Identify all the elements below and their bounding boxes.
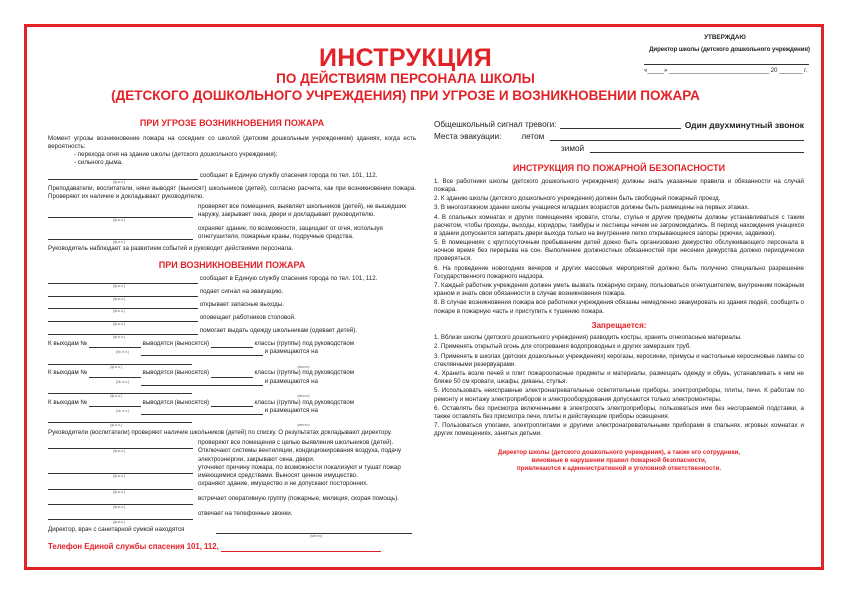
safety-heading: ИНСТРУКЦИЯ ПО ПОЖАРНОЙ БЕЗОПАСНОСТИ bbox=[512, 162, 726, 173]
fire-row-6: (ф.и.о.) проверяют все помещения с целью выявления школьников (детей). Отключают системы вентиляции, кондиционирования воздуха, подачу электроэнергии, закрывают окна, двери. bbox=[48, 439, 416, 464]
list-item: 6. Оставлять без присмотра включенными в электросеть электроприборы, пользоваться ими без несгораемой подставки, а также оставлять без присмотра печи, плиты и действующие приборы освещения. bbox=[434, 404, 804, 420]
fire-para-4: Руководители (воспитатели) проверяют наличие школьников (детей) по списку. О результатах докладывают директору. bbox=[48, 428, 392, 436]
list-item: 7. Пользоваться утюгами, электроплитами и другими электронагревательными приборами в спальнях, игровых комнатах и других помещениях, занятых детьми. bbox=[434, 422, 804, 438]
liability-footer: Директор школы (детского дошкольного учреждения), а также его сотрудники, виновные в нарушении правил пожарной безопасности, привлекаются к административной и уголовной ответственности. bbox=[497, 448, 741, 473]
threat-bullet-2: - сильного дыма. bbox=[74, 159, 123, 167]
approval-date-line: «_____» ______________________________ 20 _______ г. bbox=[644, 67, 808, 74]
exit-row-place: (№ п.п.) и размещаются на bbox=[48, 378, 416, 394]
fio-caption: (ф.и.о.) bbox=[113, 179, 126, 184]
list-item: 2. Применять открытый огонь для отогревания водопроводных и других замерзших труб. bbox=[434, 343, 691, 351]
list-item: 2. К зданию школы (детского дошкольного учреждения) должен быть свободный пожарный проезд. bbox=[434, 195, 721, 203]
list-item: 5. Использовать неисправные электронагревательные осветительные приборы, электроприборы, плиты, печи. К работам по ремонту и монтажу электроприборов и электрооборудования допускаются только электромонтеры. bbox=[434, 387, 804, 403]
fio-line bbox=[48, 203, 193, 218]
list-item: 7. Каждый работник учреждения должен уметь вызвать пожарную охрану, пользоваться огнетушителем, внутренним пожарным краном и знать свои обязанности в случае возникновения пожара. bbox=[434, 282, 804, 298]
evacuation-winter-row bbox=[434, 144, 804, 155]
list-item: 8. В случае возникновения пожара все работники учреждения обязаны немедленно эвакуировать из здания людей, сообщить о пожаре в пожарную часть и приступить к тушению пожара. bbox=[434, 299, 804, 315]
fire-row-8: (ф.и.о.) охраняют здание, имущество и не допускают посторонних. bbox=[48, 480, 416, 495]
fire-row-5: помогает выдать одежду школьникам (одевает детей). bbox=[48, 327, 416, 335]
fio-caption: (ф.и.о.) bbox=[113, 217, 126, 222]
fio-line bbox=[48, 225, 193, 240]
safety-list bbox=[434, 178, 804, 316]
list-item: 5. В помещениях с круглосуточным пребыванием детей дожно быть организовано дежурство обслуживающего персонала в ночное время без перерыва на сон. Выполнение должностных обязанностей при несении дежурства должно периодически проверяться. bbox=[434, 239, 804, 263]
subtitle-line-1: ПО ДЕЙСТВИЯМ ПЕРСОНАЛА ШКОЛЫ bbox=[276, 71, 535, 86]
main-title: ИНСТРУКЦИЯ bbox=[318, 44, 493, 72]
forbidden-heading: Запрещается: bbox=[591, 320, 647, 330]
right-column bbox=[434, 120, 804, 474]
threat-para-3: Руководитель наблюдает за развитием событий и руководит действиями персонала. bbox=[48, 245, 294, 253]
fire-row-9: (ф.и.о.) встречает оперативную группу (пожарные, милиция, скорая помощь). bbox=[48, 495, 416, 510]
fire-heading: ПРИ ВОЗНИКНОВЕНИИ ПОЖАРА bbox=[158, 259, 306, 270]
threat-heading: ПРИ УГРОЗЕ ВОЗНИКНОВЕНИЯ ПОЖАРА bbox=[139, 118, 325, 128]
threat-bullet-1: - перехода огня на здание школы (детского дошкольного учреждения); bbox=[74, 151, 278, 159]
exit-row-place: (№ п.п.) и размещаются на bbox=[48, 407, 416, 423]
alarm-signal-label: Общешкольный сигнал тревоги: bbox=[434, 120, 557, 130]
fio-caption: (ф.и.о.) bbox=[113, 239, 126, 244]
evacuation-label: Места эвакуации: bbox=[434, 132, 502, 142]
threat-row-1-text: сообщает в Единую службу спасения города по тел. 101, 112. bbox=[199, 171, 378, 179]
approval-heading: УТВЕРЖДАЮ bbox=[704, 34, 746, 41]
approval-position: Директор школы (детского дошкольного учреждения) bbox=[649, 47, 810, 54]
threat-row-3 bbox=[48, 225, 416, 245]
list-item: 4. В спальных комнатах и других помещениях кровати, столы, стулья и другие предметы должны устанавливаться с таким расчетом, чтобы проходы, выходы, коридоры, тамбуры и лестницы ничем не загромождались. В период нахождения учащихся в здании допускается запирать двери выхода только на внутренние легко открывающиеся запоры (крючки, задвижки). bbox=[434, 213, 804, 237]
fire-row-7: (ф.и.о.) уточняют причину пожара, по возможности локализуют и тушат пожар имеющимися средствами. Выносят ценное имущество. bbox=[48, 464, 416, 480]
fire-row-10: (ф.и.о.) отвечает на телефонные звонки. bbox=[48, 510, 416, 525]
left-column: ПРИ УГРОЗЕ ВОЗНИКНОВЕНИЯ ПОЖАРА Момент угрозы возникновение пожара на соседних со школой (детским дошкольным учреждением) зданиях, когда есть вероятность: - перехода огня на здание школы (детского дошкольного учреждения); - сильного дыма. сообщает в Единую службу спасения города по тел. 101, 112. (ф.и.о.) Преподаватели, воспитатели, няни выводят (выносят) школьников (детей), согласно расчета, как при возникновении пожара. Проверяют их наличие и докладывают руководителю. (ф.и.о.) проверяет все помещения, выявляет школьников (детей), не вышедших наружу, закрывает окна, двери и докладывает руководителю. (ф.и.о.) охраняет здание, по возможности, защищает от огня, используя огнетушители, пожарные краны, подручные средства. Руководитель наблюдает за развитием событий и руководит действиями персонала. ПРИ ВОЗНИКНОВЕНИИ ПОЖАРА сообщает в Единую службу спасения города по тел. 101, 112. (ф.и.о.) подает сигнал на эвакуацию. (ф.и.о.) открывает запасные выходы. (ф.и.о.) оповещает работников столовой. (ф.и.о.) помогает выдать одежду школьникам (одевает детей). (ф.и.о.) К выходам № выводятся (выносятся) классы (группы) под руководством (№ п.п.) и размещаются на (ф.и.о.) (место) К выходам № выводятся (выносятся) классы (группы) под руководством (№ п.п.) и размещаются на (ф.и.о.) (место) К выходам № выводятся (выносятся) классы (группы) под руководством (№ п.п.) и размещаются на (ф.и.о.) (место) Руководители (воспитатели) проверяют наличие школьников (детей) по списку. О результатах докладывают директору. (ф.и.о.) проверяют все помещения с целью выявления школьников (детей). Отключают системы вентиляции, кондиционирования воздуха, подачу электроэнергии, закрывают окна, двери. (ф.и.о.) уточняют причину пожара, по возможности локализуют и тушат пожар имеющимися средствами. Выносят ценное имущество. (ф.и.о.) охраняют здание, имущество и не допускают посторонних. (ф.и.о.) встречает оперативную группу (пожарные, милиция, скорая помощь). (ф.и.о.) отвечает на телефонные звонки. Директор, врач с санитарной сумкой находятся (место) Телефон Единой службы спасения 101, 112, bbox=[48, 118, 416, 552]
forbidden-list bbox=[434, 334, 804, 438]
list-item: 1. Вблизи школы (детского дошкольного учреждения) разводить костры, хранить огнеопасные материалы. bbox=[434, 334, 742, 342]
fire-row-2: подает сигнал на эвакуацию. bbox=[48, 288, 416, 296]
list-item: 3. Применять в школах (детских дошкольных учреждениях) керогазы, керосинки, примусы и настольные керосиновые лампы со стеклянными резервуарами. bbox=[434, 352, 804, 368]
threat-row-2 bbox=[48, 203, 416, 223]
fire-row-3: открывает запасные выходы. bbox=[48, 301, 416, 309]
threat-row-3-text: охраняет здание, по возможности, защищает от огня, используя огнетушители, пожарные краны, подручные средства. bbox=[198, 224, 383, 240]
list-item: 6. На проведение новогодних вечеров и других массовых мероприятий должно быть получено специально разрешение Государственного пожарного надзора. bbox=[434, 264, 804, 280]
winter-label: зимой bbox=[561, 144, 585, 154]
fire-row-1: сообщает в Единую службу спасения города по тел. 101, 112. bbox=[48, 275, 416, 283]
alarm-signal-value: Один двухминутный звонок bbox=[684, 120, 804, 130]
summer-label: летом bbox=[521, 132, 545, 142]
list-item: 1. Все работники школы (детского дошкольного учреждения) должны знать указанные правила и обязанности на случай пожара. bbox=[434, 177, 804, 193]
list-item: 3. В многоэтажном здании школы учащиеся младших возрастов должны быть размещены на первых этажах. bbox=[434, 204, 750, 212]
list-item: 4. Хранить возле печей и плит пожароопасные предметы и материалы, размещать одежду и обувь, устанавливать к ним не ближе 50 см кровати, шкафы, диваны, стулья. bbox=[434, 370, 804, 386]
threat-row-2-text: проверяет все помещения, выявляет школьников (детей), не вышедших наружу, закрывает окна, двери и докладывает руководителю. bbox=[198, 202, 407, 219]
evacuation-summer-row bbox=[434, 132, 804, 143]
threat-para-2: Преподаватели, воспитатели, няни выводят (выносят) школьников (детей), согласно расчета, как при возникновении пожара. Проверяют их наличие и докладывают руководителю. bbox=[48, 184, 416, 200]
exit-row: К выходам № выводятся (выносятся) классы (группы) под руководством bbox=[48, 369, 355, 377]
exit-row: К выходам № выводятся (выносятся) классы (группы) под руководством bbox=[48, 340, 355, 348]
emergency-phone: Телефон Единой службы спасения 101, 112, bbox=[48, 542, 416, 552]
threat-row-1 bbox=[48, 172, 416, 180]
exit-row-place: (№ п.п.) и размещаются на bbox=[48, 348, 416, 364]
threat-intro: Момент угрозы возникновение пожара на соседних со школой (детским дошкольным учреждением) зданиях, когда есть вероятность: bbox=[48, 134, 416, 151]
doctor-row: Директор, врач с санитарной сумкой находятся bbox=[48, 526, 416, 534]
exit-row: К выходам № выводятся (выносятся) классы (группы) под руководством bbox=[48, 398, 355, 406]
fire-row-4: оповещает работников столовой. bbox=[48, 314, 416, 322]
subtitle-line-2: (ДЕТСКОГО ДОШКОЛЬНОГО УЧРЕЖДЕНИЯ) ПРИ УГРОЗЕ И ВОЗНИКНОВЕНИИ ПОЖАРА bbox=[111, 88, 700, 103]
alarm-signal-row bbox=[434, 120, 804, 131]
